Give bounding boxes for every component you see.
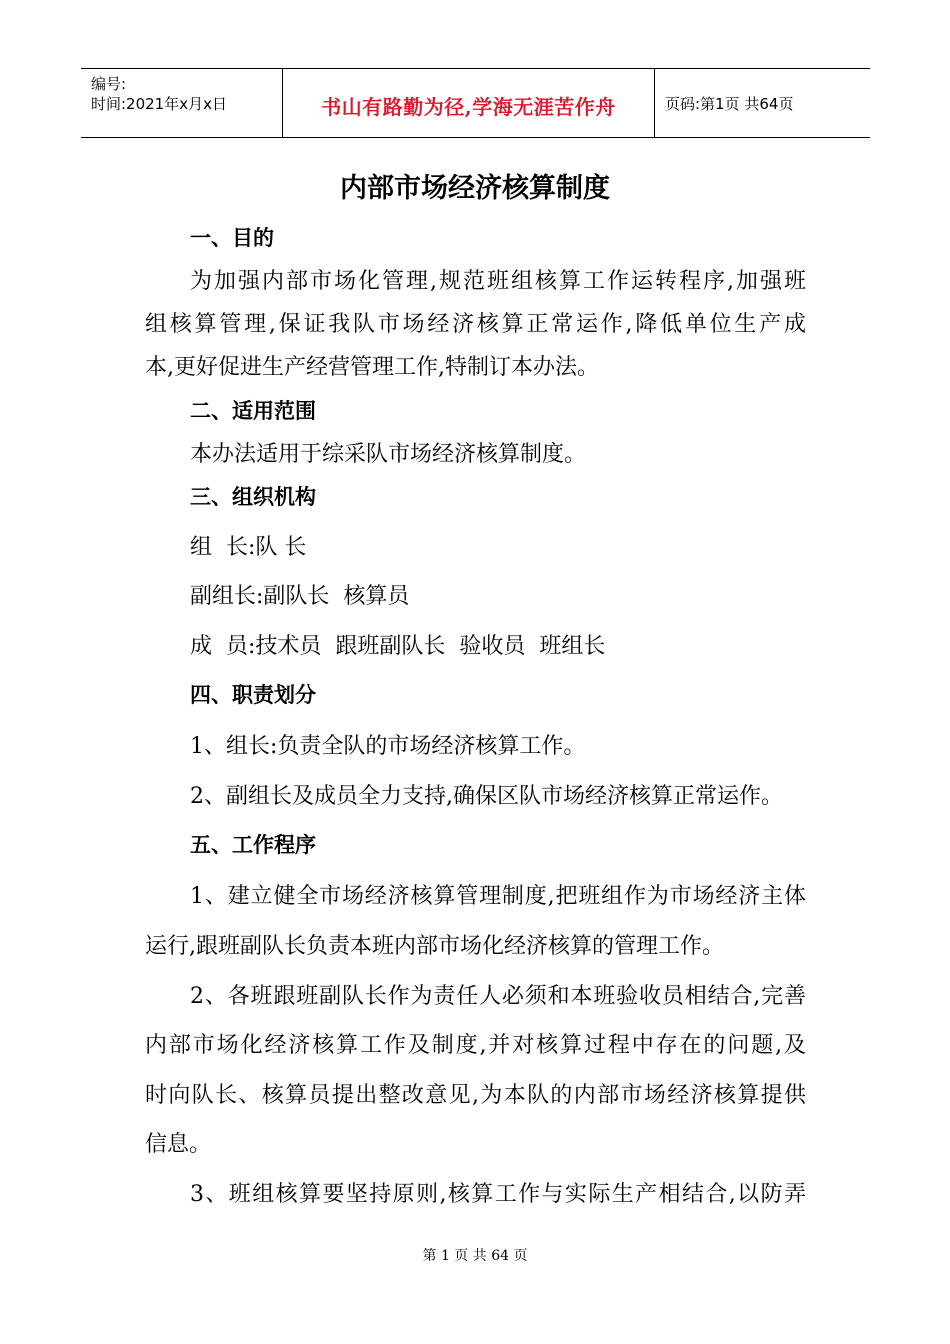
org-leader-line: 组 长:队 长 bbox=[190, 535, 307, 560]
page-footer: 第 1 页 共 64 页 bbox=[422, 1248, 528, 1264]
paragraph-line: 为加强内部市场化管理,规范班组核算工作运转程序,加强班 bbox=[190, 269, 806, 294]
section-heading-scope: 二、适用范围 bbox=[190, 399, 316, 423]
header-meta-cell bbox=[81, 69, 283, 137]
header-page-cell bbox=[655, 69, 870, 137]
paragraph-line: 1、组长:负责全队的市场经济核算工作。 bbox=[190, 734, 586, 759]
header-motto: 书山有路勤为径,学海无涯苦作舟 bbox=[321, 95, 616, 119]
section-heading-procedure: 五、工作程序 bbox=[190, 833, 316, 857]
paragraph-line: 组核算管理,保证我队市场经济核算正常运作,降低单位生产成 bbox=[145, 312, 806, 337]
header-page-info: 页码:第1页 共64页 bbox=[665, 95, 794, 113]
org-members-line: 成 员:技术员 跟班副队长 验收员 班组长 bbox=[190, 634, 606, 659]
paragraph-line: 1、建立健全市场经济核算管理制度,把班组作为市场经济主体 bbox=[190, 884, 806, 909]
paragraph-line: 3、班组核算要坚持原则,核算工作与实际生产相结合,以防弄 bbox=[190, 1182, 806, 1207]
section-heading-duties: 四、职责划分 bbox=[190, 683, 316, 707]
paragraph-line: 信息。 bbox=[145, 1132, 212, 1157]
document-date-label: 时间:2021年x月x日 bbox=[91, 95, 227, 113]
org-deputy-line: 副组长:副队长 核算员 bbox=[190, 584, 410, 609]
section-heading-organization: 三、组织机构 bbox=[190, 485, 316, 509]
paragraph-line: 2、各班跟班副队长作为责任人必须和本班验收员相结合,完善 bbox=[190, 984, 806, 1009]
paragraph-line: 2、副组长及成员全力支持,确保区队市场经济核算正常运作。 bbox=[190, 784, 783, 809]
section-heading-purpose: 一、目的 bbox=[190, 226, 274, 250]
paragraph-line: 本办法适用于综采队市场经济核算制度。 bbox=[190, 442, 587, 467]
header-motto-cell bbox=[283, 69, 655, 137]
paragraph-line: 时向队长、核算员提出整改意见,为本队的内部市场经济核算提供 bbox=[145, 1083, 806, 1108]
document-title: 内部市场经济核算制度 bbox=[340, 173, 610, 204]
paragraph-line: 内部市场化经济核算工作及制度,并对核算过程中存在的问题,及 bbox=[145, 1033, 806, 1058]
document-number-label: 编号: bbox=[91, 75, 127, 93]
paragraph-line: 运行,跟班副队长负责本班内部市场化经济核算的管理工作。 bbox=[145, 934, 724, 959]
paragraph-line: 本,更好促进生产经营管理工作,特制订本办法。 bbox=[145, 355, 599, 380]
document-header bbox=[81, 68, 870, 138]
